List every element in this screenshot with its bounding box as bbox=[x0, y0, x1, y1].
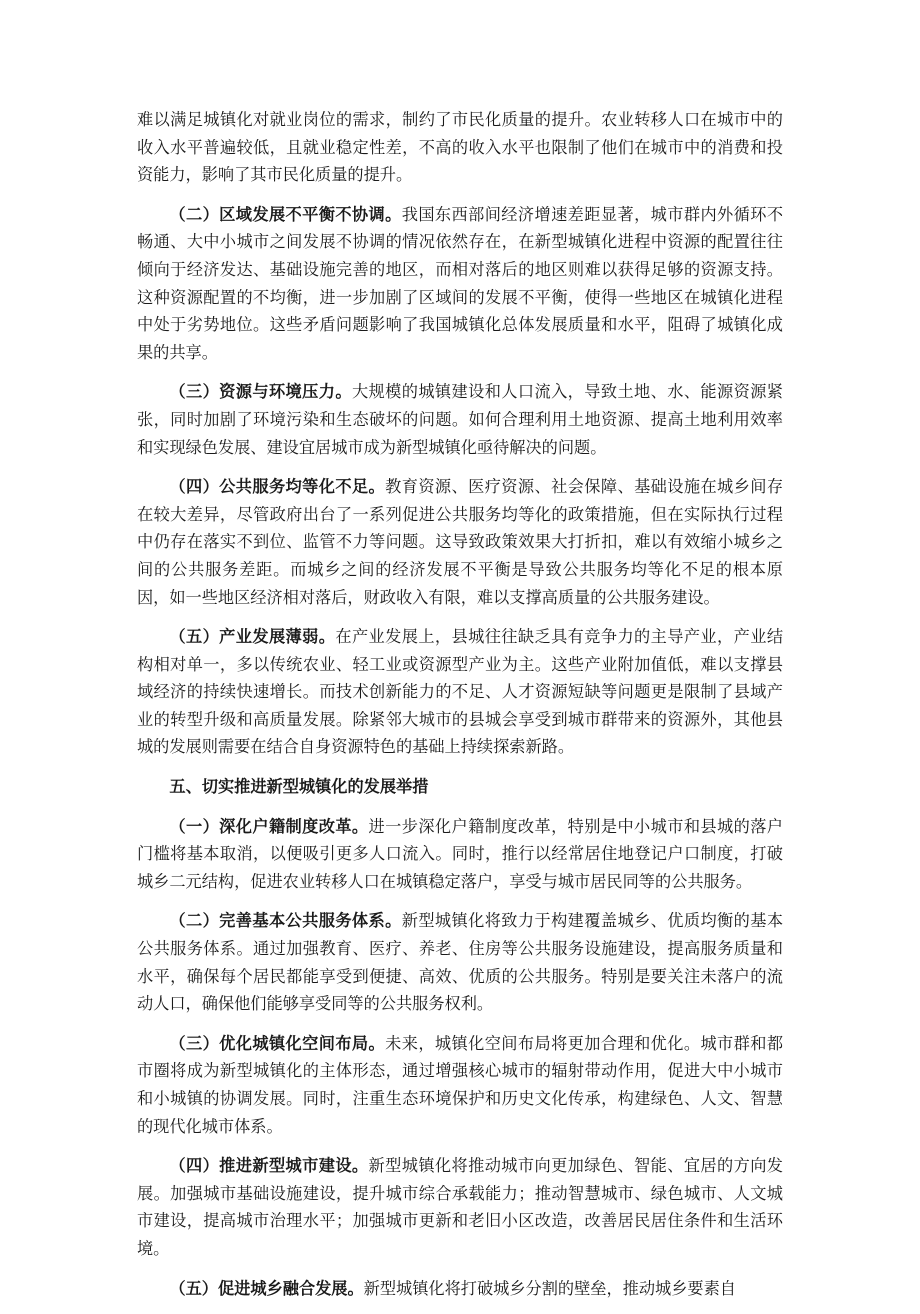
paragraph-text: 大规模的城镇建设和人口流入，导致土地、水、能源资源紧张，同时加剧了环境污染和生态破坏的问题。如何合理利用土地资源、提高土地利用效率和实现绿色发展、建设宜居城市成为新型城镇化亟待解决的问题。 bbox=[137, 382, 783, 457]
paragraph-text: 新型城镇化将推动城市向更加绿色、智能、宜居的方向发展。加强城市基础设施建设，提升城市综合承载能力；推动智慧城市、绿色城市、人文城市建设，提高城市治理水平；加强城市更新和老旧小区改造，改善居民居住条件和生活环境。 bbox=[137, 1156, 783, 1258]
paragraph-industry bbox=[137, 623, 783, 761]
section-heading: 五、切实推进新型城镇化的发展举措 bbox=[169, 777, 429, 797]
paragraph-text: 未来，城镇化空间布局将更加合理和优化。城市群和都市圈将成为新型城镇化的主体形态，通过增强核心城市的辐射带动作用，促进大中小城市和小城镇的协调发展。同时，注重生态环境保护和历史文化传承，构建绿色、人文、智慧的现代化城市体系。 bbox=[137, 1033, 784, 1136]
paragraph-lead: （三）资源与环境压力。 bbox=[169, 382, 352, 402]
paragraph-text: 在产业发展上，县城往往缺乏具有竞争力的主导产业，产业结构相对单一，多以传统农业、轻工业或资源型产业为主。这些产业附加值低，难以支撑县域经济的持续快速增长。而技术创新能力的不足、人才资源短缺等问题更是限制了县域产业的转型升级和高质量发展。除紧邻大城市的县城会享受到城市群带来的资源外，其他县城的发展则需要在结合自身资源特色的基础上持续探索新路。 bbox=[137, 627, 784, 757]
paragraph-lead: （四）推进新型城市建设。 bbox=[169, 1156, 369, 1176]
document-body bbox=[137, 106, 783, 1314]
paragraph-text: 进一步深化户籍制度改革，特别是中小城市和县城的落户门槛将基本取消，以便吸引更多人口流入。同时，推行以经常居住地登记户口制度，打破城乡二元结构，促进农业转移人口在城镇稳定落户，享受与城市居民同等的公共服务。 bbox=[137, 816, 783, 891]
paragraph-hukou-reform bbox=[137, 813, 783, 896]
paragraph-text: 新型城镇化将致力于构建覆盖城乡、优质均衡的基本公共服务体系。通过加强教育、医疗、养老、住房等公共服务设施建设，提高服务质量和水平，确保每个居民都能享受到便捷、高效、优质的公共服务。特别是要关注未落户的流动人口，确保他们能够享受同等的公共服务权利。 bbox=[137, 911, 784, 1014]
paragraph-resource-pressure bbox=[137, 378, 783, 461]
paragraph-lead: （一）深化户籍制度改革。 bbox=[169, 816, 369, 836]
paragraph-lead: （四）公共服务均等化不足。 bbox=[169, 477, 386, 497]
paragraph-text: 我国东西部间经济增速差距显著，城市群内外循环不畅通、大中小城市之间发展不协调的情况依然存在，在新型城镇化进程中资源的配置往往倾向于经济发达、基础设施完善的地区，而相对落后的地区则难以获得足够的资源支持。这种资源配置的不均衡，进一步加剧了区域间的发展不平衡，使得一些地区在城镇化进程中处于劣势地位。这些矛盾问题影响了我国城镇化总体发展质量和水平，阻碍了城镇化成果的共享。 bbox=[137, 204, 784, 362]
paragraph-new-city bbox=[137, 1152, 783, 1262]
paragraph-public-services bbox=[137, 473, 783, 611]
paragraph-text: 难以满足城镇化对就业岗位的需求，制约了市民化质量的提升。农业转移人口在城市中的收入水平普遍较低，且就业稳定性差，不高的收入水平也限制了他们在城市中的消费和投资能力，影响了其市民化质量的提升。 bbox=[137, 110, 783, 185]
paragraph-service-system bbox=[137, 907, 783, 1017]
paragraph-lead: （五）促进城乡融合发展。 bbox=[169, 1278, 364, 1298]
paragraph-lead: （三）优化城镇化空间布局。 bbox=[169, 1033, 386, 1053]
paragraph-lead: （二）区域发展不平衡不协调。 bbox=[169, 204, 402, 224]
paragraph-lead: （五）产业发展薄弱。 bbox=[169, 627, 336, 647]
paragraph-text: 教育资源、医疗资源、社会保障、基础设施在城乡间存在较大差异，尽管政府出台了一系列促进公共服务均等化的政策措施，但在实际执行过程中仍存在落实不到位、监管不力等问题。这导致政策效果大打折扣，难以有效缩小城乡之间的公共服务差距。而城乡之间的经济发展不平衡是导致公共服务均等化不足的根本原因，如一些地区经济相对落后，财政收入有限，难以支撑高质量的公共服务建设。 bbox=[137, 477, 784, 607]
paragraph-spatial-layout bbox=[137, 1030, 783, 1140]
paragraph-text: 新型城镇化将打破城乡分割的壁垒，推动城乡要素自 bbox=[363, 1278, 736, 1298]
paragraph-continued bbox=[137, 106, 783, 189]
paragraph-regional-imbalance bbox=[137, 201, 783, 367]
paragraph-urban-rural bbox=[137, 1275, 783, 1303]
paragraph-lead: （二）完善基本公共服务体系。 bbox=[169, 911, 402, 931]
